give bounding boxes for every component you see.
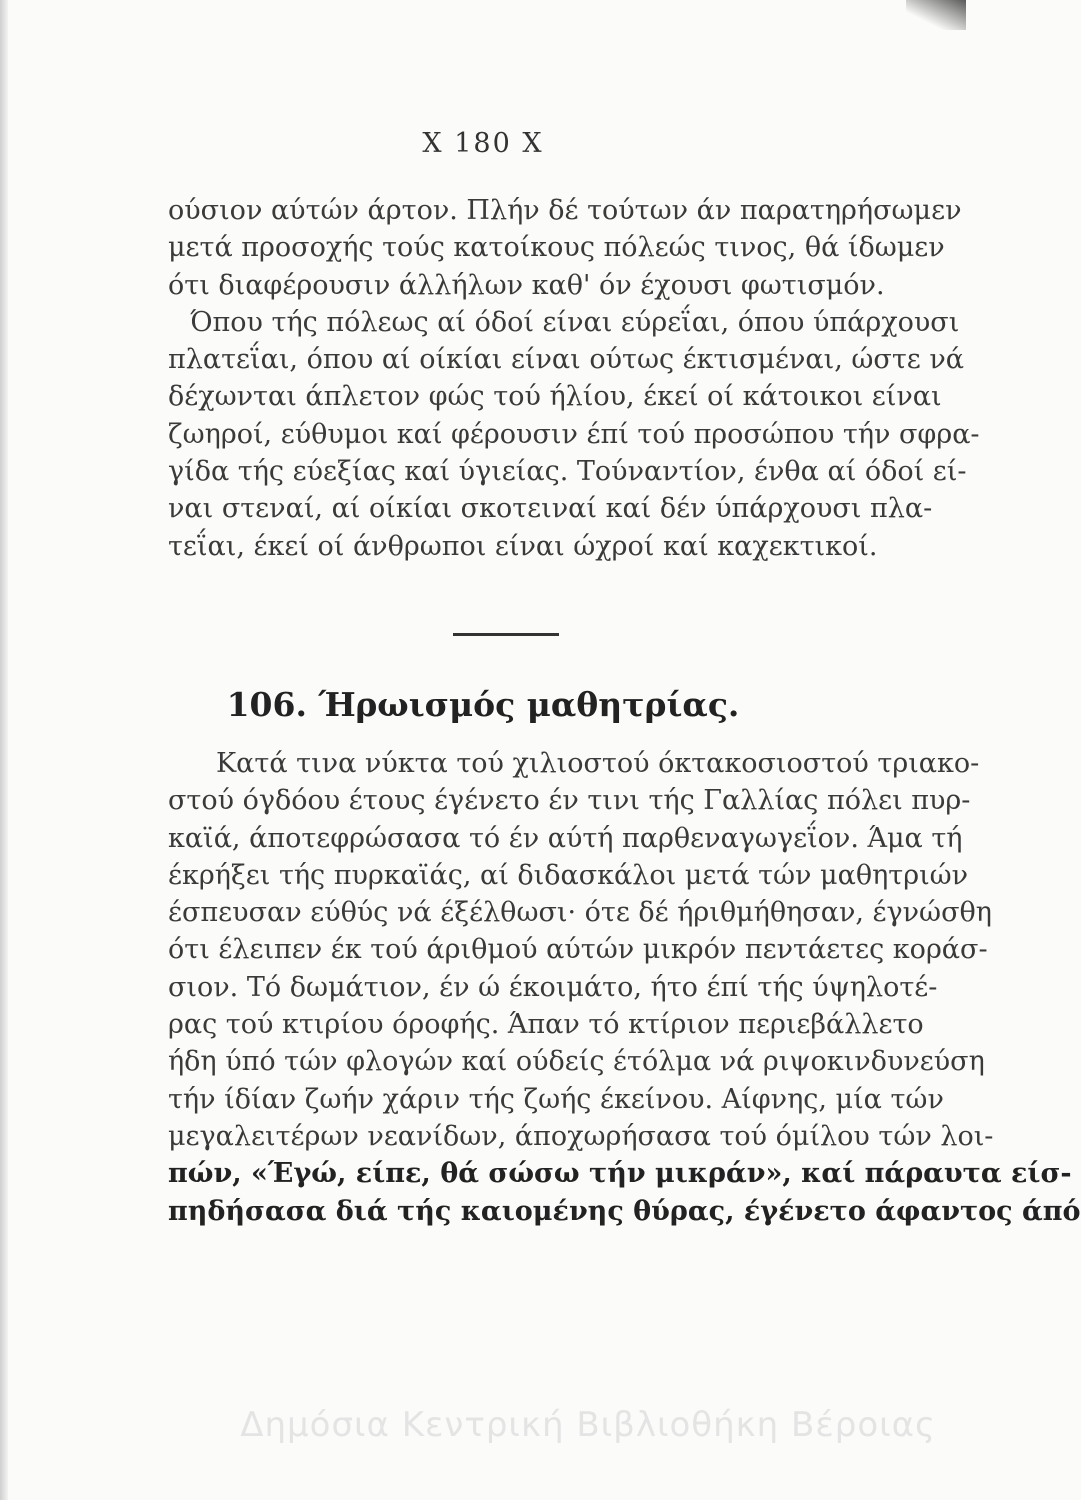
text-line: ότι έλειπεν έκ τού άριθμού αύτών μικρόν πεντάετες κοράσ- bbox=[168, 934, 988, 966]
text-line: δέχωνται άπλετον φώς τού ήλίου, έκεί οί κάτοικοι είναι bbox=[168, 381, 942, 413]
paragraph-2 bbox=[168, 745, 1081, 1230]
text-line: ούσιον αύτών άρτον. Πλήν δέ τούτων άν παρατηρήσωμεν bbox=[168, 195, 962, 226]
paragraph-1 bbox=[168, 192, 980, 565]
text-line: ζωηροί, εύθυμοι καί φέρουσιν έπί τού προσώπου τήν σφρα- bbox=[168, 418, 980, 450]
section-divider bbox=[453, 633, 559, 636]
page-corner-shadow bbox=[906, 0, 966, 30]
text-line: έσπευσαν εύθύς νά έξέλθωσι· ότε δέ ήριθμήθησαν, έγνώσθη bbox=[168, 897, 992, 929]
text-line: πών, «Έγώ, είπε, θά σώσω τήν μικράν», καί πάραυτα είσ- bbox=[168, 1158, 1072, 1190]
text-line: Κατά τινα νύκτα τού χιλιοστού όκτακοσιοστού τριακο- bbox=[216, 748, 980, 779]
text-line: σιον. Τό δωμάτιον, έν ώ έκοιμάτο, ήτο έπί τής ύψηλοτέ- bbox=[168, 971, 938, 1003]
section-heading: 106. Ήρωισμός μαθητρίας. bbox=[226, 685, 740, 724]
page-edge-shadow bbox=[0, 0, 8, 1500]
text-line: ρας τού κτιρίου όροφής. Άπαν τό κτίριον περιεβάλλετο bbox=[168, 1009, 924, 1041]
text-line: γίδα τής εύεξίας καί ύγιείας. Τούναντίον, ένθα αί όδοί εί- bbox=[168, 456, 967, 488]
text-line: μεγαλειτέρων νεανίδων, άποχωρήσασα τού όμίλου τών λοι- bbox=[168, 1120, 994, 1152]
text-line: πλατεΐαι, όπου αί οίκίαι είναι ούτως έκτισμέναι, ώστε νά bbox=[168, 344, 965, 376]
text-line: καϊά, άποτεφρώσασα τό έν αύτή παρθεναγωγεΐον. Άμα τή bbox=[168, 822, 963, 854]
library-watermark: Δημόσια Κεντρική Βιβλιοθήκη Βέροιας bbox=[240, 1405, 936, 1445]
text-line: ναι στεναί, αί οίκίαι σκοτειναί καί δέν ύπάρχουσι πλα- bbox=[168, 493, 933, 525]
text-line: ήδη ύπό τών φλογών καί ούδείς έτόλμα νά ριψοκινδυνεύση bbox=[168, 1046, 985, 1078]
text-line: τήν ίδίαν ζωήν χάριν τής ζωής έκείνου. Αίφνης, μία τών bbox=[168, 1083, 944, 1115]
text-line: Όπου τής πόλεως αί όδοί είναι εύρεΐαι, όπου ύπάρχουσι bbox=[190, 306, 960, 338]
text-line: στού όγδόου έτους έγένετο έν τινι τής Γαλλίας πόλει πυρ- bbox=[168, 785, 971, 817]
text-line: πηδήσασα διά τής καιομένης θύρας, έγένετο άφαντος άπό bbox=[168, 1195, 1081, 1227]
text-line: τεΐαι, έκεί οί άνθρωποι είναι ώχροί καί καχεκτικοί. bbox=[168, 530, 878, 562]
text-line: μετά προσοχής τούς κατοίκους πόλεώς τινος, θά ίδωμεν bbox=[168, 232, 945, 264]
page-number-header: Χ 180 Χ bbox=[422, 128, 544, 159]
text-line: ότι διαφέρουσιν άλλήλων καθ' όν έχουσι φωτισμόν. bbox=[168, 269, 885, 301]
text-line: έκρήξει τής πυρκαϊάς, αί διδασκάλοι μετά τών μαθητριών bbox=[168, 859, 969, 891]
